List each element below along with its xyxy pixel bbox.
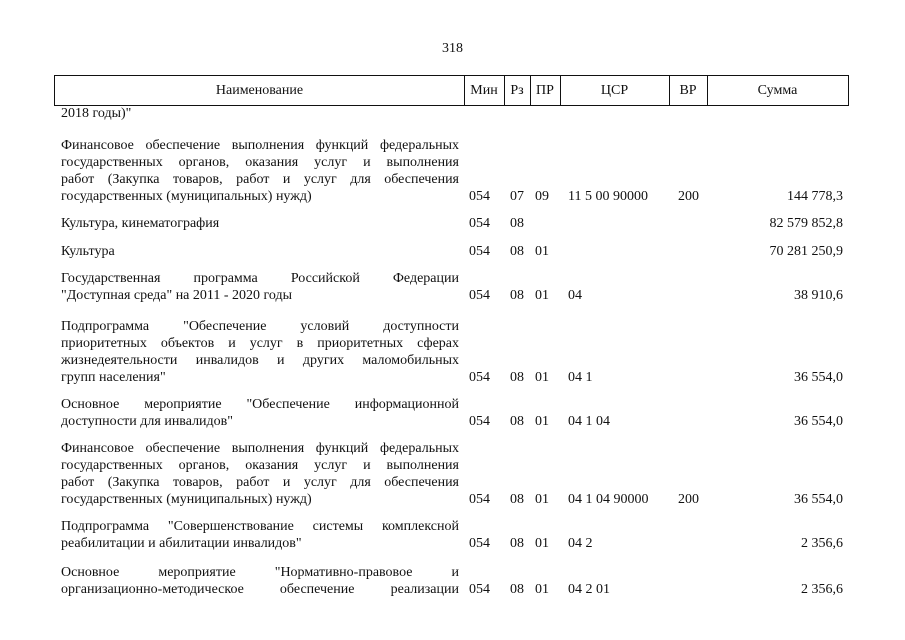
row-name-line: Финансовое обеспечение выполнения функций федеральных [61,138,459,153]
row-sum: 38 910,6 [794,288,843,303]
row-name-line: государственных органов, оказания услуг и выполнения [61,155,459,170]
row-name-line: Основное мероприятие "Обеспечение информационной [61,397,459,412]
row-name-line: Основное мероприятие "Нормативно-правовое и [61,565,459,580]
row-min: 054 [469,414,490,429]
header-pr: ПР [536,83,554,98]
row-csr: 04 2 01 [568,582,610,597]
row-sum: 36 554,0 [794,492,843,507]
row-min: 054 [469,492,490,507]
row-sum: 82 579 852,8 [769,216,843,231]
row-sum: 2 356,6 [801,536,843,551]
header-rz: Рз [510,83,524,98]
row-csr: 11 5 00 90000 [568,189,648,204]
row-name-line: жизнедеятельности инвалидов и других маломобильных [61,353,459,368]
row-name-line: групп населения" [61,370,166,385]
row-sum: 2 356,6 [801,582,843,597]
header-min: Мин [470,83,498,98]
row-pr: 09 [535,189,549,204]
row-rz: 08 [510,492,524,507]
row-rz: 07 [510,189,524,204]
row-name-line: организационно-методическое обеспечение реализации [61,582,459,597]
row-pr: 01 [535,492,549,507]
row-pr: 01 [535,244,549,259]
row-sum: 36 554,0 [794,414,843,429]
row-min: 054 [469,189,490,204]
row-rz: 08 [510,370,524,385]
row-sum: 70 281 250,9 [769,244,843,259]
row-vr: 200 [678,189,699,204]
row-rz: 08 [510,582,524,597]
row-rz: 08 [510,244,524,259]
row-name-line: Подпрограмма "Обеспечение условий доступности [61,319,459,334]
row-min: 054 [469,370,490,385]
row-name-line: государственных органов, оказания услуг и выполнения [61,458,459,473]
row-name-line: реабилитации и абилитации инвалидов" [61,536,302,551]
row-pr: 01 [535,288,549,303]
row-min: 054 [469,216,490,231]
page-number: 318 [442,41,463,56]
row-csr: 04 2 [568,536,593,551]
row-rz: 08 [510,536,524,551]
row-name-line: Культура [61,244,115,259]
row-pr: 01 [535,536,549,551]
row-rz: 08 [510,414,524,429]
row-min: 054 [469,582,490,597]
header-vr: ВР [679,83,697,98]
row-rz: 08 [510,288,524,303]
row-name-line: Финансовое обеспечение выполнения функций федеральных [61,441,459,456]
header-name: Наименование [215,83,304,98]
row-pr: 01 [535,370,549,385]
row-min: 054 [469,244,490,259]
row-name-line: Подпрограмма "Совершенствование системы комплексной [61,519,459,534]
row-csr: 04 1 04 90000 [568,492,649,507]
row-sum: 144 778,3 [787,189,843,204]
row-csr: 04 1 [568,370,593,385]
header-csr: ЦСР [600,83,629,98]
row-rz: 08 [510,216,524,231]
continuation-text: 2018 годы)" [61,106,132,121]
row-name-line: государственных (муниципальных) нужд) [61,189,312,204]
row-name-line: работ (Закупка товаров, работ и услуг для обеспечения [61,475,459,490]
row-csr: 04 1 04 [568,414,610,429]
row-sum: 36 554,0 [794,370,843,385]
row-name-line: приоритетных объектов и услуг в приоритетных сферах [61,336,459,351]
row-name-line: доступности для инвалидов" [61,414,233,429]
header-sum: Сумма [757,83,798,98]
row-name-line: Культура, кинематография [61,216,220,231]
row-name-line: "Доступная среда" на 2011 - 2020 годы [61,288,293,303]
row-pr: 01 [535,582,549,597]
table-header [54,75,849,106]
row-name-line: работ (Закупка товаров, работ и услуг для обеспечения [61,172,459,187]
row-pr: 01 [535,414,549,429]
row-min: 054 [469,536,490,551]
row-name-line: Государственная программа Российской Федерации [61,271,459,286]
row-vr: 200 [678,492,699,507]
row-name-line: государственных (муниципальных) нужд) [61,492,312,507]
row-csr: 04 [568,288,582,303]
row-min: 054 [469,288,490,303]
